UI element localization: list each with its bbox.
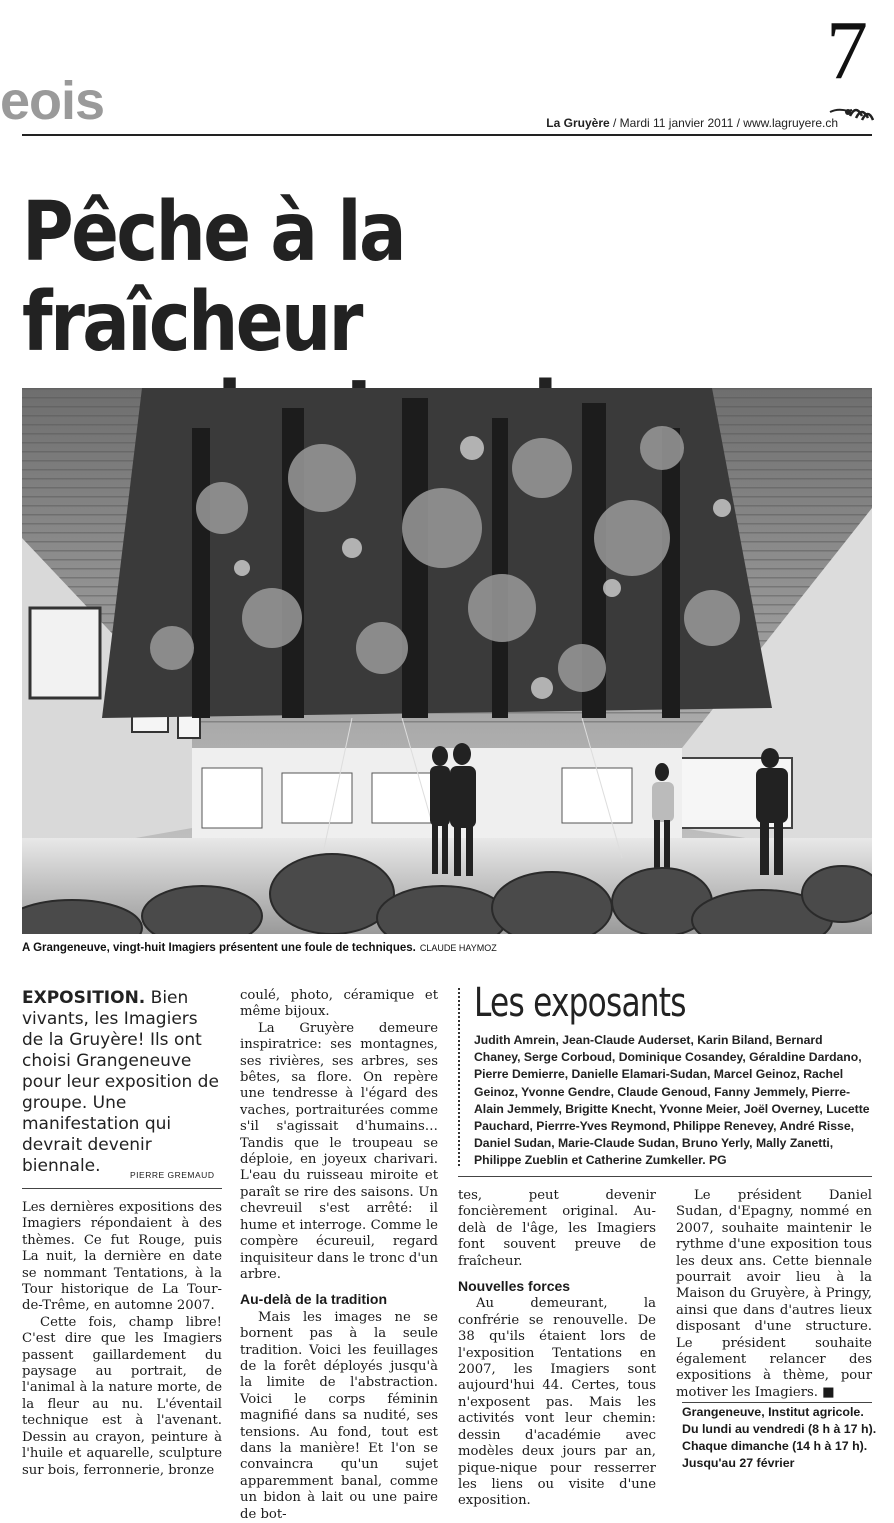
paragraph: La Gruyère demeure inspiratrice: ses montagnes, ses rivières, ses arbres, ses bêtes, sa flore. On repère une tendresse à l'égard des vaches, portraiturées comme s'il s'agissait d'humains… Tandis que le troupeau se déploie, en joyeux charivari. L'eau du ruisseau miroite et paraît se rire des saisons. Un chevreuil s'est arrêté: il hume et interroge. Comme le compère écureuil, regard inquisiteur dans le tronc d'un arbre.	[240, 1020, 438, 1282]
byline: PIERRE GREMAUD	[130, 1170, 215, 1180]
box-rule	[458, 1176, 872, 1177]
photo-caption	[22, 942, 497, 954]
lead-text: Bien vivants, les Imagiers de la Gruyère! Ils ont choisi Grangeneuve pour leur exposition de groupe. Une manifestation qui devrait devenir biennale.	[22, 988, 219, 1176]
headline-line-1: Pêche à la fraîcheur	[22, 185, 405, 370]
paragraph: Mais les images ne se bornent pas à la seule tradition. Voici les feuillages de la forêt déployés jusqu'à la limite de l'abstraction. Voici le corps féminin magnifié dans sa nudité, ses tensions. Au fond, tout est dans la manière! Et l'on se convaincra qu'un sujet apparemment banal, comme un bidon à lait ou une paire de bot-	[240, 1309, 438, 1522]
info-location: Grangeneuve, Institut agricole.	[682, 1405, 864, 1419]
info-sunday-hours: Chaque dimanche (14 h à 17 h).	[682, 1439, 868, 1453]
paragraph: Cette fois, champ libre! C'est dire que les Imagiers passent gaillardement du paysage au portrait, de l'animal à la nature morte, de la fleur au nu. L'éventail technique est à l'avenant. Dessin au crayon, peinture à l'huile et aquarelle, sculpture sur bois, ferronnerie, bronze	[22, 1314, 222, 1478]
lead-paragraph	[22, 988, 222, 1177]
box-title: Les exposants	[474, 980, 686, 1026]
column-2	[240, 988, 438, 1523]
paragraph: Au demeurant, la confrérie se renouvelle. De 38 qu'ils étaient lors de l'exposition Tentations en 2007, les Imagiers sont aujourd'hui 44. Certes, tous n'exposent pas. Mais les activités vont leur chemin: dessin d'académie avec modèles deux jours par an, pique-nique pour resserrer les liens ou visite d'une exposition.	[458, 1296, 656, 1509]
column-1	[22, 1200, 222, 1479]
info-weekday-hours: Du lundi au vendredi (8 h à 17 h).	[682, 1422, 877, 1436]
photo-credit: CLAUDE HAYMOZ	[419, 943, 497, 953]
lead-rule	[22, 1188, 222, 1189]
box-dotted-rule	[458, 988, 460, 1166]
lead-kicker: EXPOSITION.	[22, 988, 146, 1008]
page-number: 7	[826, 4, 868, 97]
paragraph: Le président Daniel Sudan, d'Epagny, nommé en 2007, souhaite maintenir le rythme d'une exposition tous les deux ans. Cette biennale pourrait avoir lieu à la Maison du Gruyère, à Pringy, ainsi que dans d'autres lieux disposant d'une structure. Le président souhaite également relancer des expositions à thème, pour motiver les Imagiers. ■	[676, 1188, 872, 1400]
paper-name: La Gruyère	[546, 116, 610, 130]
info-rule	[682, 1402, 872, 1403]
bird-logo-icon	[828, 98, 874, 130]
paragraph: coulé, photo, céramique et même bijoux.	[240, 988, 438, 1020]
exhibitors-list: Judith Amrein, Jean-Claude Auderset, Karin Biland, Bernard Chaney, Serge Corboud, Dominique Cosandey, Géraldine Dardano, Pierre Demierre, Danielle Elamari-Sudan, Marcel Geinoz, Rachel Geinoz, Yvonne Gendre, Claude Genoud, Fanny Jemmely, Pierre-Alain Jemmely, Brigitte Knecht, Yvonne Meier, Joël Overney, Lucette Pauchard, Pierrre-Yves Reymond, Philippe Renevey, André Risse, Daniel Sudan, Marie-Claude Sudan, Bruno Yerly, Mally Zanetti, Philippe Zueblin et Catherine Zumkeller. PG	[474, 1033, 870, 1168]
exhibition-photo	[22, 388, 872, 934]
masthead	[546, 116, 838, 130]
section-label: eois	[0, 71, 105, 131]
paragraph: tes, peut devenir foncièrement original. Au-delà de l'âge, les Imagiers font souvent preuve de fraîcheur.	[458, 1188, 656, 1269]
date-line: / Mardi 11 janvier 2011 / www.lagruyere.ch	[609, 116, 838, 130]
column-3	[458, 1188, 656, 1510]
column-4	[676, 1188, 872, 1401]
exhibition-photo-drawing	[22, 388, 872, 934]
header-rule	[22, 134, 872, 136]
caption-text: A Grangeneuve, vingt-huit Imagiers présentent une foule de techniques.	[22, 942, 416, 954]
event-info	[682, 1404, 878, 1472]
paragraph: Les dernières expositions des Imagiers répondaient à des thèmes. Ce fut Rouge, puis La nuit, la dernière en date se nommant Tentations, à la Tour historique de La Tour-de-Trême, en automne 2007.	[22, 1200, 222, 1314]
subheading: Au-delà de la tradition	[240, 1291, 388, 1308]
subheading: Nouvelles forces	[458, 1278, 571, 1295]
info-end-date: Jusqu'au 27 février	[682, 1456, 795, 1470]
